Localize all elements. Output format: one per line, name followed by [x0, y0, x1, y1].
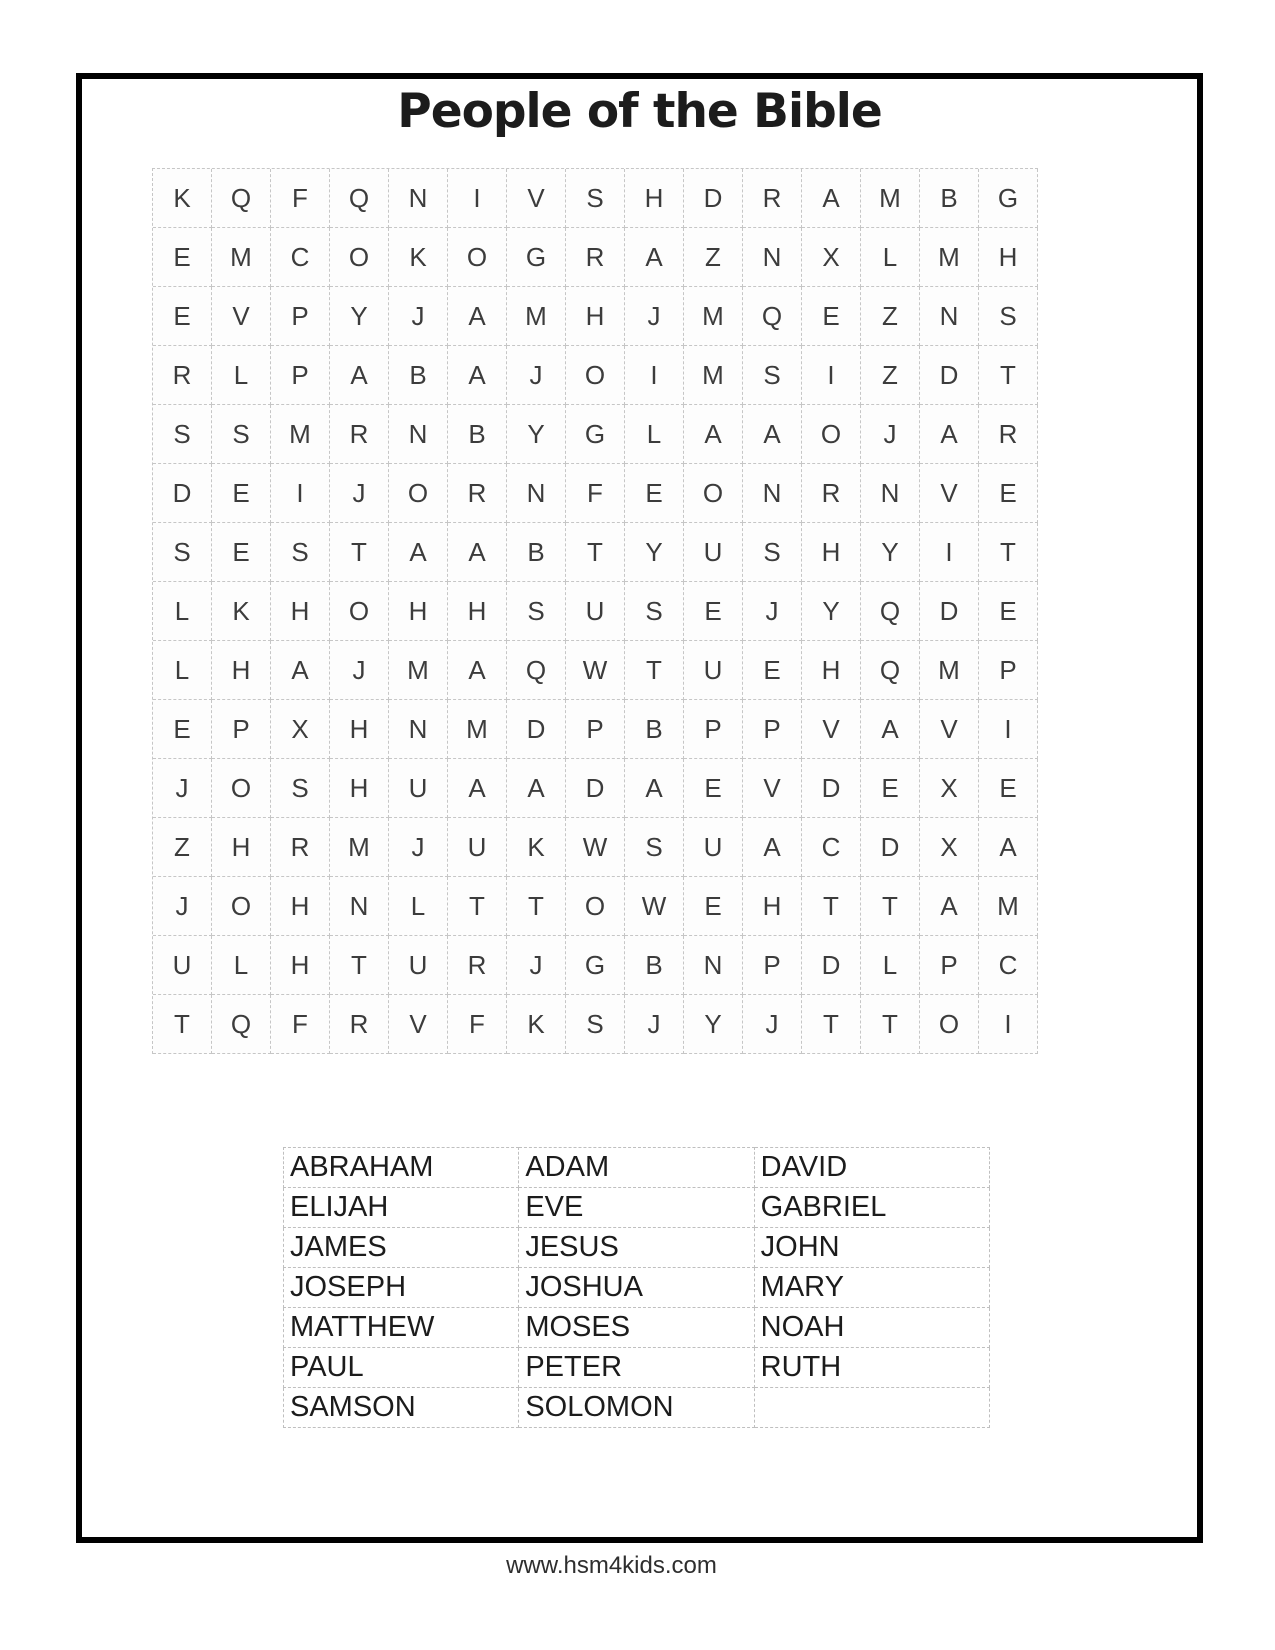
- grid-cell: N: [389, 405, 448, 464]
- grid-cell: S: [743, 346, 802, 405]
- grid-cell: M: [389, 641, 448, 700]
- word-list-item: PETER: [519, 1348, 754, 1388]
- grid-cell: H: [330, 759, 389, 818]
- grid-cell: P: [212, 700, 271, 759]
- grid-cell: J: [861, 405, 920, 464]
- grid-cell: R: [271, 818, 330, 877]
- grid-cell: J: [743, 995, 802, 1054]
- grid-cell: Q: [507, 641, 566, 700]
- grid-cell: H: [212, 641, 271, 700]
- grid-cell: J: [625, 287, 684, 346]
- grid-cell: E: [153, 228, 212, 287]
- grid-cell: J: [330, 464, 389, 523]
- grid-cell: O: [802, 405, 861, 464]
- grid-cell: A: [920, 405, 979, 464]
- grid-cell: B: [448, 405, 507, 464]
- grid-cell: D: [802, 936, 861, 995]
- grid-cell: T: [330, 936, 389, 995]
- word-list-item: ABRAHAM: [284, 1148, 519, 1188]
- grid-cell: D: [920, 582, 979, 641]
- grid-cell: V: [507, 169, 566, 228]
- grid-cell: J: [507, 346, 566, 405]
- grid-cell: O: [330, 228, 389, 287]
- grid-cell: I: [920, 523, 979, 582]
- word-list-item: RUTH: [754, 1348, 989, 1388]
- grid-cell: K: [507, 818, 566, 877]
- grid-cell: B: [507, 523, 566, 582]
- grid-cell: P: [920, 936, 979, 995]
- grid-cell: U: [566, 582, 625, 641]
- grid-cell: S: [566, 995, 625, 1054]
- grid-cell: J: [330, 641, 389, 700]
- grid-cell: H: [330, 700, 389, 759]
- grid-cell: I: [448, 169, 507, 228]
- grid-cell: M: [920, 228, 979, 287]
- grid-cell: N: [743, 464, 802, 523]
- grid-cell: S: [153, 405, 212, 464]
- grid-cell: M: [920, 641, 979, 700]
- grid-cell: D: [684, 169, 743, 228]
- grid-cell: R: [743, 169, 802, 228]
- grid-cell: B: [625, 936, 684, 995]
- grid-cell: O: [566, 346, 625, 405]
- grid-cell: T: [861, 877, 920, 936]
- grid-cell: U: [448, 818, 507, 877]
- page-title: People of the Bible: [397, 84, 882, 139]
- grid-cell: Q: [330, 169, 389, 228]
- word-list-item: JOHN: [754, 1228, 989, 1268]
- grid-cell: O: [212, 877, 271, 936]
- grid-cell: H: [212, 818, 271, 877]
- grid-cell: V: [389, 995, 448, 1054]
- grid-cell: I: [625, 346, 684, 405]
- grid-cell: A: [448, 641, 507, 700]
- grid-cell: M: [684, 346, 743, 405]
- grid-cell: P: [271, 346, 330, 405]
- word-list-item: MATTHEW: [284, 1308, 519, 1348]
- grid-cell: Z: [153, 818, 212, 877]
- grid-cell: A: [448, 346, 507, 405]
- grid-cell: C: [979, 936, 1038, 995]
- grid-cell: D: [802, 759, 861, 818]
- grid-cell: M: [861, 169, 920, 228]
- grid-cell: H: [802, 641, 861, 700]
- grid-cell: O: [212, 759, 271, 818]
- grid-cell: E: [212, 464, 271, 523]
- grid-cell: A: [448, 287, 507, 346]
- word-list-row: [284, 1148, 990, 1188]
- grid-cell: U: [684, 523, 743, 582]
- grid-cell: J: [153, 759, 212, 818]
- grid-cell: H: [802, 523, 861, 582]
- grid-cell: S: [271, 759, 330, 818]
- grid-cell: L: [212, 936, 271, 995]
- word-list-item: ADAM: [519, 1148, 754, 1188]
- word-list-item: MOSES: [519, 1308, 754, 1348]
- grid-cell: A: [743, 405, 802, 464]
- grid-cell: T: [979, 346, 1038, 405]
- grid-cell: S: [625, 582, 684, 641]
- word-list-empty-cell: [754, 1388, 989, 1428]
- grid-cell: D: [861, 818, 920, 877]
- grid-cell: J: [389, 818, 448, 877]
- grid-cell: H: [271, 877, 330, 936]
- grid-cell: M: [684, 287, 743, 346]
- grid-cell: E: [861, 759, 920, 818]
- grid-cell: O: [920, 995, 979, 1054]
- grid-cell: A: [625, 228, 684, 287]
- grid-cell: M: [448, 700, 507, 759]
- grid-cell: L: [212, 346, 271, 405]
- grid-cell: U: [684, 818, 743, 877]
- grid-cell: A: [625, 759, 684, 818]
- word-list-item: SAMSON: [284, 1388, 519, 1428]
- word-list-item: PAUL: [284, 1348, 519, 1388]
- grid-cell: E: [684, 759, 743, 818]
- grid-cell: G: [979, 169, 1038, 228]
- grid-cell: A: [861, 700, 920, 759]
- grid-cell: F: [271, 995, 330, 1054]
- grid-cell: L: [625, 405, 684, 464]
- grid-cell: X: [920, 818, 979, 877]
- grid-cell: N: [389, 700, 448, 759]
- grid-cell: L: [389, 877, 448, 936]
- grid-cell: K: [389, 228, 448, 287]
- grid-cell: S: [625, 818, 684, 877]
- grid-cell: T: [153, 995, 212, 1054]
- grid-cell: O: [566, 877, 625, 936]
- word-list-row: [284, 1268, 990, 1308]
- grid-cell: P: [271, 287, 330, 346]
- grid-cell: N: [684, 936, 743, 995]
- grid-cell: X: [802, 228, 861, 287]
- grid-cell: T: [979, 523, 1038, 582]
- grid-cell: T: [330, 523, 389, 582]
- grid-cell: P: [979, 641, 1038, 700]
- word-list-item: EVE: [519, 1188, 754, 1228]
- grid-cell: T: [802, 877, 861, 936]
- grid-cell: R: [153, 346, 212, 405]
- grid-cell: R: [448, 464, 507, 523]
- grid-cell: R: [330, 405, 389, 464]
- word-list-item: DAVID: [754, 1148, 989, 1188]
- grid-cell: M: [212, 228, 271, 287]
- grid-cell: T: [448, 877, 507, 936]
- grid-cell: A: [743, 818, 802, 877]
- word-list-row: [284, 1388, 990, 1428]
- grid-cell: I: [979, 995, 1038, 1054]
- grid-cell: D: [153, 464, 212, 523]
- word-list-item: MARY: [754, 1268, 989, 1308]
- grid-cell: K: [153, 169, 212, 228]
- grid-cell: C: [271, 228, 330, 287]
- grid-cell: B: [389, 346, 448, 405]
- grid-cell: J: [507, 936, 566, 995]
- grid-cell: B: [920, 169, 979, 228]
- grid-cell: H: [271, 582, 330, 641]
- grid-cell: Q: [743, 287, 802, 346]
- grid-cell: O: [389, 464, 448, 523]
- grid-cell: T: [861, 995, 920, 1054]
- grid-cell: O: [330, 582, 389, 641]
- grid-cell: U: [153, 936, 212, 995]
- grid-cell: A: [802, 169, 861, 228]
- grid-cell: E: [802, 287, 861, 346]
- grid-cell: I: [802, 346, 861, 405]
- grid-cell: V: [920, 464, 979, 523]
- grid-cell: M: [271, 405, 330, 464]
- word-list-item: SOLOMON: [519, 1388, 754, 1428]
- grid-cell: M: [507, 287, 566, 346]
- grid-cell: H: [389, 582, 448, 641]
- word-list-row: [284, 1188, 990, 1228]
- grid-cell: N: [861, 464, 920, 523]
- word-list-row: [284, 1348, 990, 1388]
- grid-cell: P: [743, 700, 802, 759]
- grid-cell: E: [979, 464, 1038, 523]
- word-list-item: JESUS: [519, 1228, 754, 1268]
- grid-cell: N: [389, 169, 448, 228]
- grid-cell: A: [684, 405, 743, 464]
- grid-cell: D: [566, 759, 625, 818]
- word-list-row: [284, 1228, 990, 1268]
- grid-cell: R: [979, 405, 1038, 464]
- grid-cell: U: [389, 759, 448, 818]
- grid-cell: W: [625, 877, 684, 936]
- grid-cell: E: [212, 523, 271, 582]
- grid-cell: L: [153, 582, 212, 641]
- grid-cell: E: [979, 582, 1038, 641]
- grid-cell: A: [979, 818, 1038, 877]
- grid-cell: N: [507, 464, 566, 523]
- word-list-item: JOSHUA: [519, 1268, 754, 1308]
- grid-cell: P: [684, 700, 743, 759]
- grid-cell: N: [920, 287, 979, 346]
- grid-cell: E: [743, 641, 802, 700]
- word-list-table: [283, 1147, 990, 1428]
- grid-cell: I: [271, 464, 330, 523]
- grid-cell: U: [684, 641, 743, 700]
- grid-cell: E: [684, 582, 743, 641]
- grid-cell: J: [625, 995, 684, 1054]
- grid-cell: E: [625, 464, 684, 523]
- grid-cell: U: [389, 936, 448, 995]
- grid-cell: A: [330, 346, 389, 405]
- grid-cell: R: [330, 995, 389, 1054]
- grid-cell: A: [920, 877, 979, 936]
- grid-cell: V: [212, 287, 271, 346]
- grid-cell: E: [153, 287, 212, 346]
- grid-cell: S: [979, 287, 1038, 346]
- grid-cell: L: [861, 228, 920, 287]
- grid-cell: Q: [861, 582, 920, 641]
- grid-cell: O: [684, 464, 743, 523]
- grid-cell: Z: [684, 228, 743, 287]
- grid-cell: A: [448, 759, 507, 818]
- grid-cell: B: [625, 700, 684, 759]
- grid-cell: Q: [212, 995, 271, 1054]
- grid-cell: K: [507, 995, 566, 1054]
- word-list-item: JOSEPH: [284, 1268, 519, 1308]
- grid-cell: H: [271, 936, 330, 995]
- grid-cell: P: [566, 700, 625, 759]
- grid-cell: L: [153, 641, 212, 700]
- grid-cell: S: [153, 523, 212, 582]
- word-search-grid: [152, 168, 1038, 1054]
- grid-cell: E: [979, 759, 1038, 818]
- grid-cell: K: [212, 582, 271, 641]
- grid-cell: F: [271, 169, 330, 228]
- grid-cell: H: [979, 228, 1038, 287]
- grid-cell: I: [979, 700, 1038, 759]
- grid-cell: O: [448, 228, 507, 287]
- grid-cell: Q: [861, 641, 920, 700]
- grid-cell: V: [743, 759, 802, 818]
- grid-cell: X: [920, 759, 979, 818]
- word-list-item: NOAH: [754, 1308, 989, 1348]
- word-list-item: JAMES: [284, 1228, 519, 1268]
- grid-cell: H: [743, 877, 802, 936]
- grid-cell: S: [566, 169, 625, 228]
- grid-cell: Z: [861, 287, 920, 346]
- grid-cell: P: [743, 936, 802, 995]
- grid-cell: H: [566, 287, 625, 346]
- footer-url: www.hsm4kids.com: [506, 1552, 717, 1579]
- grid-cell: N: [330, 877, 389, 936]
- grid-cell: E: [684, 877, 743, 936]
- grid-cell: M: [330, 818, 389, 877]
- grid-cell: Y: [684, 995, 743, 1054]
- grid-cell: Z: [861, 346, 920, 405]
- grid-cell: H: [448, 582, 507, 641]
- grid-cell: G: [507, 228, 566, 287]
- grid-cell: S: [271, 523, 330, 582]
- grid-cell: R: [566, 228, 625, 287]
- grid-cell: Y: [330, 287, 389, 346]
- grid-cell: G: [566, 936, 625, 995]
- grid-cell: M: [979, 877, 1038, 936]
- grid-cell: F: [448, 995, 507, 1054]
- grid-cell: W: [566, 818, 625, 877]
- grid-cell: T: [566, 523, 625, 582]
- grid-cell: A: [389, 523, 448, 582]
- grid-cell: Y: [625, 523, 684, 582]
- grid-cell: E: [153, 700, 212, 759]
- grid-cell: S: [212, 405, 271, 464]
- word-list-row: [284, 1308, 990, 1348]
- grid-cell: C: [802, 818, 861, 877]
- grid-cell: V: [802, 700, 861, 759]
- grid-cell: D: [507, 700, 566, 759]
- grid-cell: T: [507, 877, 566, 936]
- grid-cell: W: [566, 641, 625, 700]
- grid-cell: J: [743, 582, 802, 641]
- grid-cell: J: [153, 877, 212, 936]
- grid-cell: Q: [212, 169, 271, 228]
- grid-cell: F: [566, 464, 625, 523]
- grid-cell: Y: [507, 405, 566, 464]
- grid-cell: A: [448, 523, 507, 582]
- grid-cell: A: [271, 641, 330, 700]
- grid-cell: N: [743, 228, 802, 287]
- grid-cell: A: [507, 759, 566, 818]
- grid-cell: R: [448, 936, 507, 995]
- grid-cell: H: [625, 169, 684, 228]
- grid-cell: R: [802, 464, 861, 523]
- grid-cell: S: [507, 582, 566, 641]
- grid-cell: X: [271, 700, 330, 759]
- word-list-item: GABRIEL: [754, 1188, 989, 1228]
- grid-cell: Y: [802, 582, 861, 641]
- grid-cell: T: [802, 995, 861, 1054]
- grid-cell: Y: [861, 523, 920, 582]
- grid-cell: J: [389, 287, 448, 346]
- word-list-item: ELIJAH: [284, 1188, 519, 1228]
- grid-cell: V: [920, 700, 979, 759]
- grid-cell: G: [566, 405, 625, 464]
- grid-cell: T: [625, 641, 684, 700]
- grid-cell: L: [861, 936, 920, 995]
- grid-cell: D: [920, 346, 979, 405]
- grid-cell: S: [743, 523, 802, 582]
